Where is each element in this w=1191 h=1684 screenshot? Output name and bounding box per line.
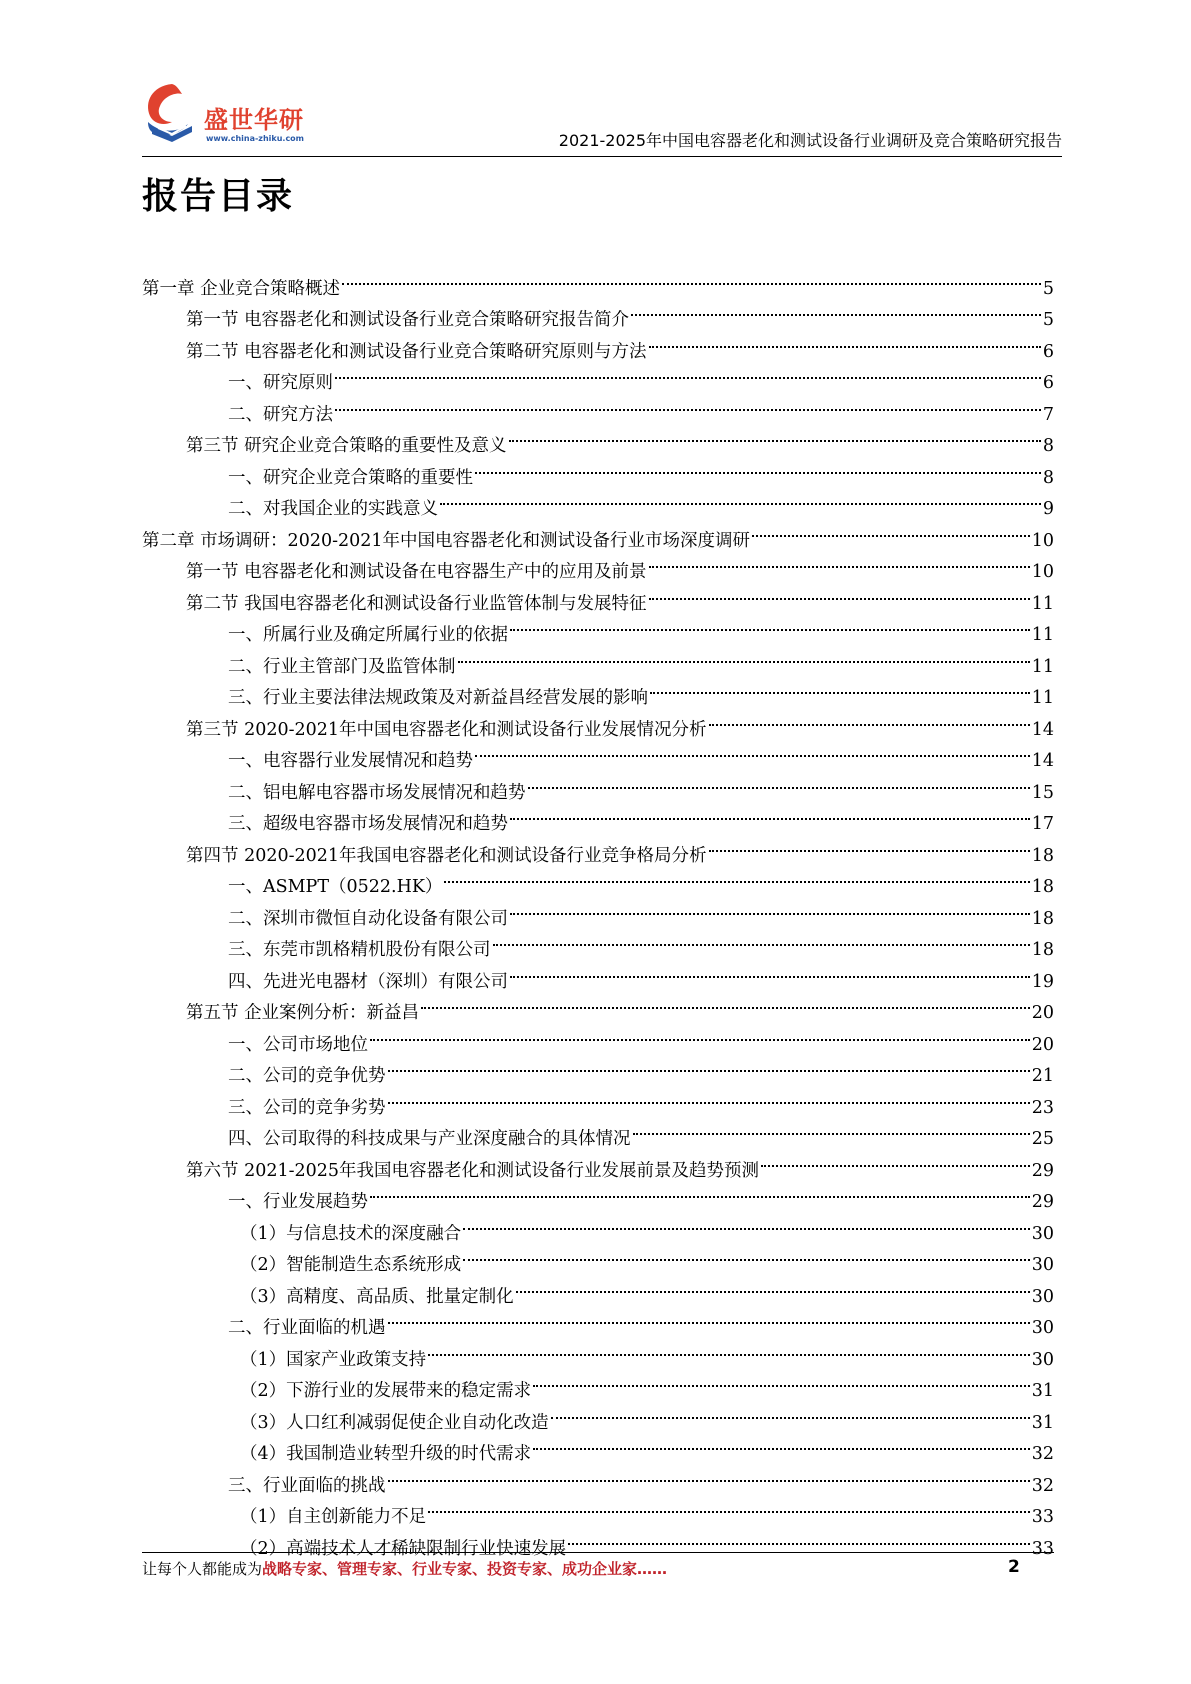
toc-entry-title: 一、所属行业及确定所属行业的依据	[228, 625, 508, 645]
logo-mark-icon	[142, 82, 202, 144]
toc-entry-page: 31	[1031, 1412, 1054, 1433]
toc-entry-title: 二、深圳市微恒自动化设备有限公司	[228, 908, 508, 929]
toc-entry-title: 第一章 企业竞合策略概述	[142, 278, 341, 299]
toc-entry-title: 第二节 电容器老化和测试设备行业竞合策略研究原则与方法	[186, 341, 647, 362]
toc-entry-page: 11	[1031, 656, 1054, 677]
toc-entry-title: 三、行业面临的挑战	[228, 1475, 386, 1496]
page-header	[142, 82, 1062, 162]
footer-emphasis: 战略专家、管理专家、行业专家、投资专家、成功企业家……	[262, 1560, 668, 1578]
toc-dot-leader	[510, 955, 1030, 987]
toc-entry-page: 11	[1031, 688, 1054, 708]
toc-dot-leader	[649, 546, 1030, 578]
toc-dot-leader	[752, 514, 1030, 546]
toc-dot-leader	[335, 388, 1041, 420]
table-of-contents	[142, 262, 1054, 1559]
toc-entry-page: 9	[1042, 499, 1054, 519]
toc-entry-page: 18	[1031, 877, 1054, 897]
toc-entry-title: 一、ASMPT（0522.HK）	[228, 877, 443, 897]
toc-entry-page: 30	[1031, 1318, 1054, 1338]
toc-entry-title: （2）下游行业的发展带来的稳定需求	[240, 1381, 532, 1401]
toc-entry-page: 17	[1031, 814, 1054, 834]
toc-dot-leader	[510, 609, 1030, 641]
toc-dot-leader	[510, 892, 1030, 924]
toc-entry-page: 18	[1031, 908, 1054, 929]
toc-entry-title: 第六节 2021-2025年我国电容器老化和测试设备行业发展前景及趋势预测	[186, 1160, 760, 1181]
toc-dot-leader	[650, 672, 1030, 704]
toc-entry-page: 10	[1031, 530, 1054, 551]
toc-entry-title: （2）智能制造生态系统形成	[240, 1255, 462, 1275]
toc-dot-leader	[568, 1522, 1030, 1554]
toc-entry-page: 5	[1042, 310, 1054, 330]
toc-entry-title: 第三节 研究企业竞合策略的重要性及意义	[186, 436, 507, 456]
toc-entry-page: 33	[1031, 1507, 1054, 1527]
toc-entry-title: （1）自主创新能力不足	[240, 1507, 427, 1527]
toc-entry-title: 第一节 电容器老化和测试设备在电容器生产中的应用及前景	[186, 562, 647, 582]
toc-dot-leader	[761, 1144, 1030, 1176]
page-title: 报告目录	[142, 176, 295, 217]
toc-dot-leader	[475, 451, 1041, 483]
toc-entry-title: 第三节 2020-2021年中国电容器老化和测试设备行业发展情况分析	[186, 719, 707, 740]
toc-entry-title: 四、公司取得的科技成果与产业深度融合的具体情况	[228, 1129, 631, 1149]
toc-entry-title: 一、公司市场地位	[228, 1034, 368, 1055]
toc-entry-page: 11	[1031, 593, 1054, 614]
toc-entry-page: 33	[1031, 1538, 1054, 1559]
toc-entry[interactable]	[142, 262, 1054, 299]
toc-entry-title: 第一节 电容器老化和测试设备行业竞合策略研究报告简介	[186, 310, 630, 330]
toc-dot-leader	[428, 1491, 1030, 1523]
toc-entry-page: 18	[1031, 845, 1054, 866]
toc-dot-leader	[342, 262, 1041, 294]
company-logo	[142, 82, 342, 152]
footer-prefix: 让每个人都能成为	[142, 1560, 263, 1578]
toc-entry-page: 30	[1031, 1255, 1054, 1275]
toc-dot-leader	[516, 1270, 1030, 1302]
toc-entry-page: 11	[1031, 625, 1054, 645]
toc-entry-title: 三、行业主要法律法规政策及对新益昌经营发展的影响	[228, 688, 648, 708]
toc-dot-leader	[528, 766, 1030, 798]
toc-dot-leader	[475, 735, 1030, 767]
toc-dot-leader	[428, 1333, 1030, 1365]
toc-entry-page: 21	[1031, 1066, 1054, 1086]
toc-dot-leader	[370, 1018, 1030, 1050]
toc-entry-page: 30	[1031, 1349, 1054, 1370]
toc-entry-page: 15	[1031, 782, 1054, 803]
toc-entry-page: 18	[1031, 940, 1054, 960]
toc-entry-page: 25	[1031, 1129, 1054, 1149]
toc-entry-title: （1）与信息技术的深度融合	[240, 1223, 462, 1244]
toc-entry-title: 三、公司的竞争劣势	[228, 1097, 386, 1118]
toc-entry-page: 8	[1042, 436, 1054, 456]
toc-entry-title: 一、研究原则	[228, 373, 333, 393]
toc-entry-title: （4）我国制造业转型升级的时代需求	[240, 1444, 532, 1464]
toc-dot-leader	[440, 483, 1041, 515]
footer-divider	[142, 1552, 1054, 1553]
toc-entry-title: 二、研究方法	[228, 404, 333, 425]
toc-dot-leader	[709, 829, 1030, 861]
report-title: 2021-2025年中国电容器老化和测试设备行业调研及竞合策略研究报告	[558, 131, 1062, 150]
toc-dot-leader	[649, 577, 1030, 609]
toc-entry-page: 31	[1031, 1381, 1054, 1401]
toc-entry-page: 5	[1042, 278, 1054, 299]
toc-dot-leader	[388, 1302, 1030, 1334]
toc-entry-title: 二、铝电解电容器市场发展情况和趋势	[228, 782, 526, 803]
toc-entry-page: 29	[1031, 1160, 1054, 1181]
toc-entry-title: 一、电容器行业发展情况和趋势	[228, 751, 473, 771]
toc-entry-title: 第五节 企业案例分析：新益昌	[186, 1003, 420, 1023]
toc-dot-leader	[370, 1176, 1030, 1208]
toc-dot-leader	[444, 861, 1029, 893]
toc-entry-page: 7	[1042, 404, 1054, 425]
toc-entry-page: 19	[1031, 971, 1054, 992]
toc-entry-title: （2）高端技术人才稀缺限制行业快速发展	[240, 1538, 567, 1559]
toc-dot-leader	[388, 1459, 1030, 1491]
toc-dot-leader	[463, 1207, 1030, 1239]
toc-dot-leader	[463, 1239, 1030, 1271]
toc-entry-page: 14	[1031, 751, 1054, 771]
toc-entry-title: 第二节 我国电容器老化和测试设备行业监管体制与发展特征	[186, 593, 647, 614]
toc-entry-title: （3）高精度、高品质、批量定制化	[240, 1286, 514, 1307]
toc-entry-title: 一、研究企业竞合策略的重要性	[228, 467, 473, 488]
logo-url: www.china-zhiku.com	[206, 134, 305, 143]
toc-entry-title: 二、行业主管部门及监管体制	[228, 656, 456, 677]
logo-text: 盛世华研	[204, 106, 304, 134]
toc-entry-title: 四、先进光电器材（深圳）有限公司	[228, 971, 508, 992]
toc-dot-leader	[458, 640, 1030, 672]
toc-dot-leader	[709, 703, 1030, 735]
toc-dot-leader	[335, 357, 1041, 389]
toc-entry-title: 一、行业发展趋势	[228, 1192, 368, 1212]
toc-dot-leader	[533, 1428, 1030, 1460]
toc-dot-leader	[533, 1365, 1030, 1397]
toc-entry-title: 第四节 2020-2021年我国电容器老化和测试设备行业竞争格局分析	[186, 845, 707, 866]
toc-entry-page: 14	[1031, 719, 1054, 740]
toc-entry-page: 32	[1031, 1444, 1054, 1464]
toc-entry-page: 10	[1031, 562, 1054, 582]
page-number: 2	[1008, 1557, 1020, 1577]
toc-entry-title: 三、东莞市凯格精机股份有限公司	[228, 940, 491, 960]
toc-entry-page: 8	[1042, 467, 1054, 488]
toc-dot-leader	[388, 1081, 1030, 1113]
toc-dot-leader	[631, 294, 1041, 326]
toc-entry-title: （3）人口红利减弱促使企业自动化改造	[240, 1412, 549, 1433]
footer-slogan	[142, 1558, 667, 1579]
toc-entry-title: 二、公司的竞争优势	[228, 1066, 386, 1086]
toc-dot-leader	[509, 420, 1041, 452]
header-divider	[142, 156, 1062, 157]
toc-entry-page: 20	[1031, 1034, 1054, 1055]
toc-entry-title: 第二章 市场调研：2020-2021年中国电容器老化和测试设备行业市场深度调研	[142, 530, 751, 551]
toc-entry-title: （1）国家产业政策支持	[240, 1349, 427, 1370]
toc-entry-page: 30	[1031, 1223, 1054, 1244]
toc-dot-leader	[421, 987, 1030, 1019]
toc-entry-page: 23	[1031, 1097, 1054, 1118]
toc-dot-leader	[388, 1050, 1030, 1082]
toc-dot-leader	[551, 1396, 1030, 1428]
toc-entry-title: 二、行业面临的机遇	[228, 1318, 386, 1338]
toc-dot-leader	[510, 798, 1030, 830]
toc-entry-page: 30	[1031, 1286, 1054, 1307]
toc-entry-page: 6	[1042, 341, 1054, 362]
toc-entry-page: 6	[1042, 373, 1054, 393]
toc-dot-leader	[493, 924, 1030, 956]
toc-entry-title: 三、超级电容器市场发展情况和趋势	[228, 814, 508, 834]
toc-entry-page: 32	[1031, 1475, 1054, 1496]
toc-dot-leader	[633, 1113, 1030, 1145]
toc-dot-leader	[649, 325, 1041, 357]
toc-entry-title: 二、对我国企业的实践意义	[228, 499, 438, 519]
toc-entry-page: 20	[1031, 1003, 1054, 1023]
toc-entry-page: 29	[1031, 1192, 1054, 1212]
